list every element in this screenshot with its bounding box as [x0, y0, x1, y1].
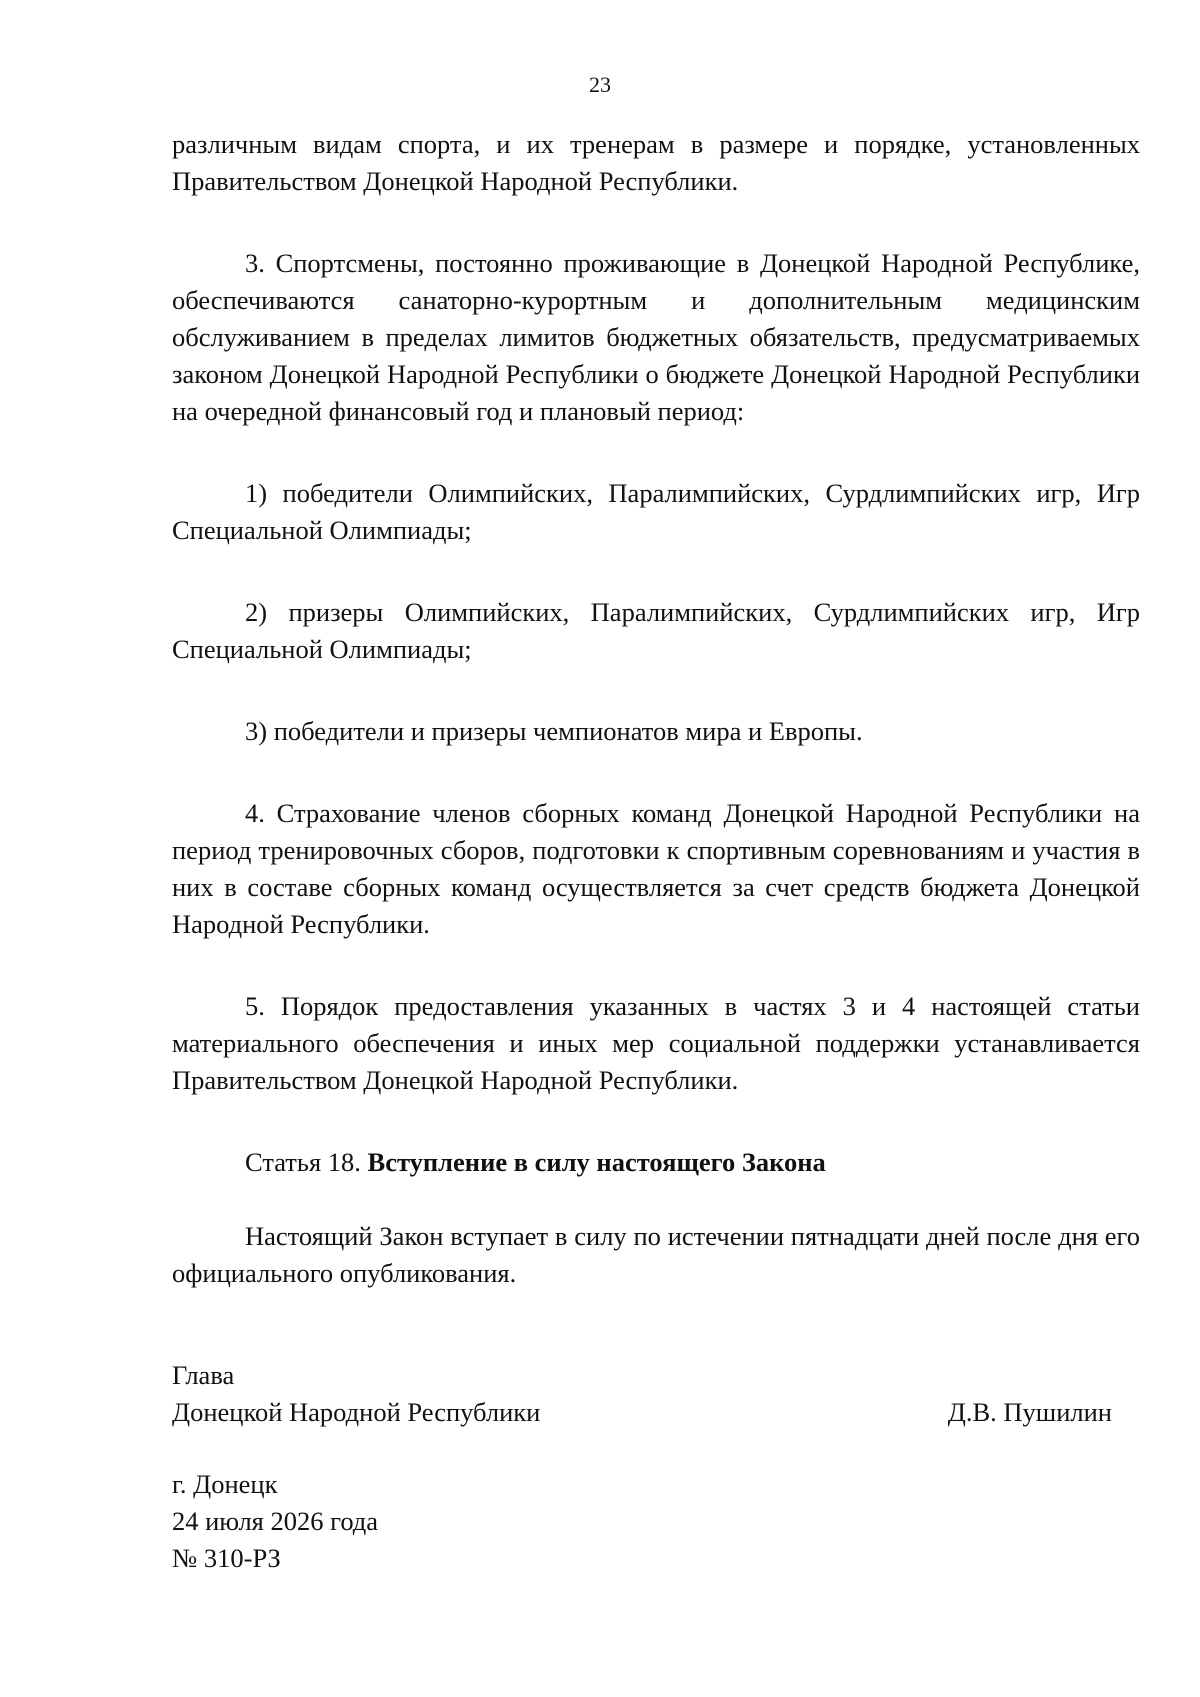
article-18-heading	[172, 1144, 1140, 1181]
list-item-2: 2) призеры Олимпийских, Паралимпийских, Сурдлимпийских игр, Игр Специальной Олимпиады;	[172, 597, 1140, 664]
list-item-1: 1) победители Олимпийских, Паралимпийских, Сурдлимпийских игр, Игр Специальной Олимпиады;	[172, 478, 1140, 545]
signature-position-line1: Глава	[172, 1360, 235, 1390]
law-date: 24 июля 2026 года	[172, 1506, 379, 1536]
document-body	[172, 126, 1140, 1292]
place-date-block	[172, 1466, 378, 1577]
signatory-name: Д.В. Пушилин	[947, 1397, 1112, 1427]
signature-row	[172, 1394, 1112, 1431]
signature-position-line2: Донецкой Народной Республики	[172, 1397, 541, 1427]
paragraph-part-3: 3. Спортсмены, постоянно проживающие в Донецкой Народной Республике, обеспечиваются санаторно-курортным и дополнительным медицинским обслуживанием в пределах лимитов бюджетных обязательств, предусматриваемых законом Донецкой Народной Республики о бюджете Донецкой Народной Республики на очередной финансовый год и плановый период:	[172, 248, 1140, 426]
article-18-title: Вступление в силу настоящего Закона	[367, 1147, 826, 1177]
city: г. Донецк	[172, 1469, 278, 1499]
law-number: № 310-РЗ	[172, 1543, 281, 1573]
paragraph-part-5: 5. Порядок предоставления указанных в частях 3 и 4 настоящей статьи материального обеспечения и иных мер социальной поддержки устанавливается Правительством Донецкой Народной Республики.	[172, 991, 1140, 1095]
page-number: 23	[589, 72, 611, 97]
article-18-text: Настоящий Закон вступает в силу по истечении пятнадцати дней после дня его официального опубликования.	[172, 1221, 1140, 1288]
paragraph-continuation: различным видам спорта, и их тренерам в размере и порядке, установленных Правительством Донецкой Народной Республики.	[172, 129, 1140, 196]
signature-block	[172, 1357, 1112, 1431]
list-item-3: 3) победители и призеры чемпионатов мира и Европы.	[245, 716, 863, 746]
paragraph-part-4: 4. Страхование членов сборных команд Донецкой Народной Республики на период тренировочных сборов, подготовки к спортивным соревнованиям и участия в них в составе сборных команд осуществляется за счет средств бюджета Донецкой Народной Республики.	[172, 798, 1140, 939]
article-18-prefix: Статья 18.	[245, 1147, 361, 1177]
